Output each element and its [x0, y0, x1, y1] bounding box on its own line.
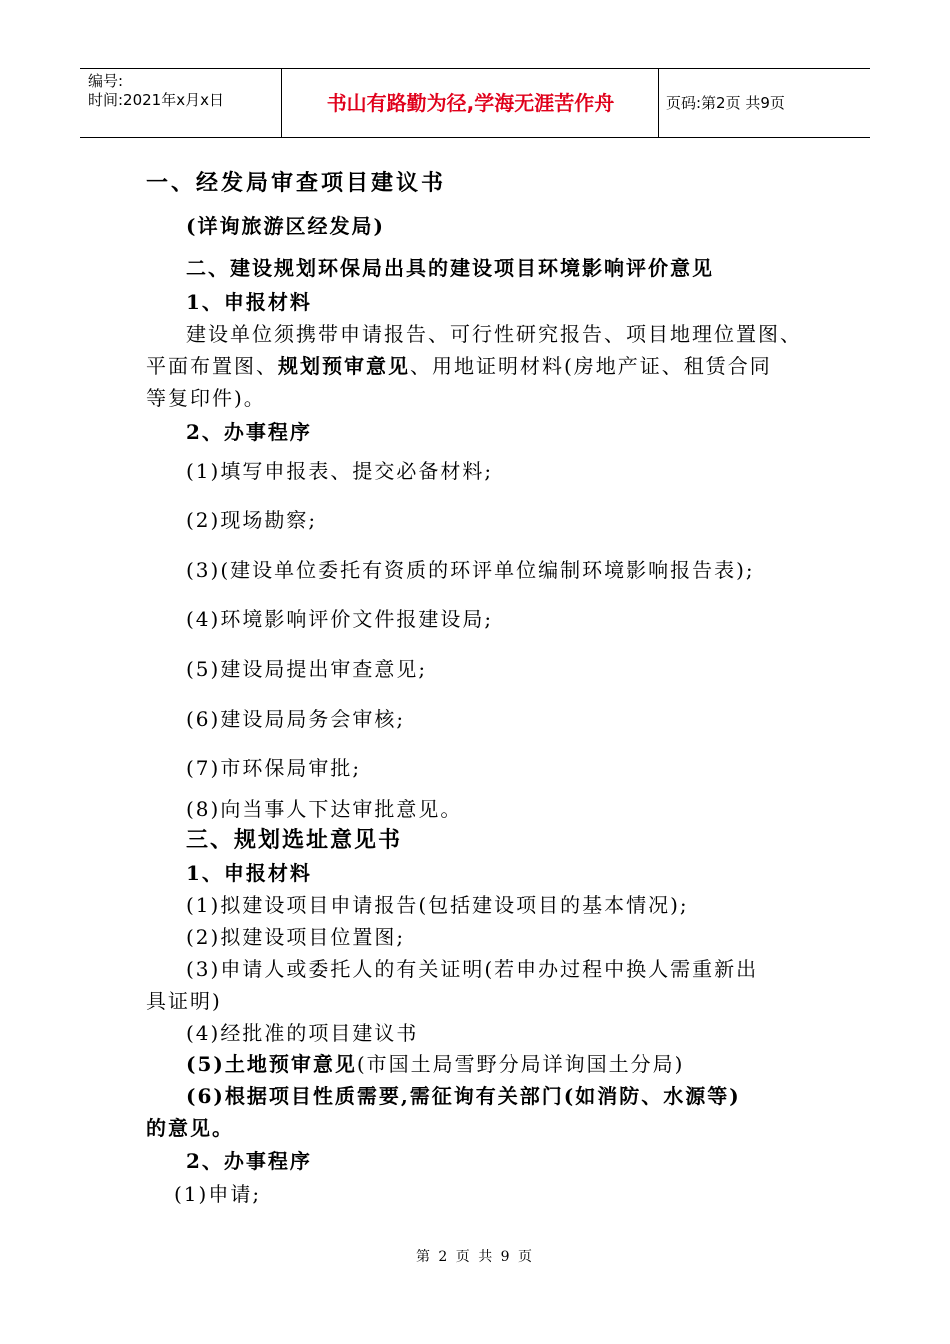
s2-step: (6)建设局局务会审核;	[186, 707, 406, 731]
s2-materials-line-1: 建设单位须携带申请报告、可行性研究报告、项目地理位置图、	[186, 322, 802, 346]
header-motto: 书山有路勤为径,学海无涯苦作舟	[283, 69, 659, 137]
time-label: 时间:2021年x月x日	[88, 91, 224, 109]
s3-materials-title: 1、申报材料	[186, 861, 312, 885]
s3-item: (2)拟建设项目位置图;	[186, 925, 406, 949]
s2-materials-line-2a: 平面布置图、	[146, 354, 278, 378]
s3-item: (3)申请人或委托人的有关证明(若申办过程中换人需重新出	[186, 957, 759, 981]
code-label: 编号:	[88, 72, 124, 90]
s3-item: (4)经批准的项目建议书	[186, 1021, 419, 1045]
s2-step: (2)现场勘察;	[186, 508, 318, 532]
planning-preapproval-text: 规划预审意见	[278, 354, 410, 378]
s3-item-6-line-2: 的意见。	[146, 1116, 234, 1140]
s2-step: (5)建设局提出审查意见;	[186, 657, 428, 681]
s2-step: (7)市环保局审批;	[186, 756, 362, 780]
s3-item: (1)拟建设项目申请报告(包括建设项目的基本情况);	[186, 893, 689, 917]
s3-item-6-line-1: (6)根据项目性质需要,需征询有关部门(如消防、水源等)	[186, 1084, 741, 1108]
s3-item-5	[186, 1048, 684, 1077]
page-footer: 第 2 页 共 9 页	[415, 1249, 535, 1265]
s3-item-5-rest: (市国土局雪野分局详询国土分局)	[356, 1052, 685, 1076]
s2-step: (3)(建设单位委托有资质的环评单位编制环境影响报告表);	[186, 558, 755, 582]
s3-procedure-step: (1)申请;	[174, 1182, 262, 1206]
section-heading-2: 二、建设规划环保局出具的建设项目环境影响评价意见	[186, 256, 714, 280]
s2-step: (1)填写申报表、提交必备材料;	[186, 459, 494, 483]
s2-materials-line-2c: 、用地证明材料(房地产证、租赁合同	[410, 354, 772, 378]
section-heading-3: 三、规划选址意见书	[186, 827, 403, 853]
s3-item: 具证明)	[146, 989, 222, 1013]
section-1-note: (详询旅游区经发局)	[186, 214, 385, 238]
s2-procedure-title: 2、办事程序	[186, 420, 312, 444]
land-preapproval-text: (5)土地预审意见	[186, 1052, 357, 1076]
s2-step: (8)向当事人下达审批意见。	[186, 797, 463, 821]
section-heading-1: 一、经发局审查项目建议书	[146, 170, 447, 196]
header-meta-cell	[80, 69, 282, 137]
s2-materials-title: 1、申报材料	[186, 290, 312, 314]
header-page-info: 页码:第2页 共9页	[666, 94, 785, 112]
s3-procedure-title: 2、办事程序	[186, 1149, 312, 1173]
s2-materials-line-2	[146, 350, 772, 379]
s2-materials-line-3: 等复印件)。	[146, 386, 266, 410]
s2-step: (4)环境影响评价文件报建设局;	[186, 607, 494, 631]
document-header	[80, 68, 870, 138]
